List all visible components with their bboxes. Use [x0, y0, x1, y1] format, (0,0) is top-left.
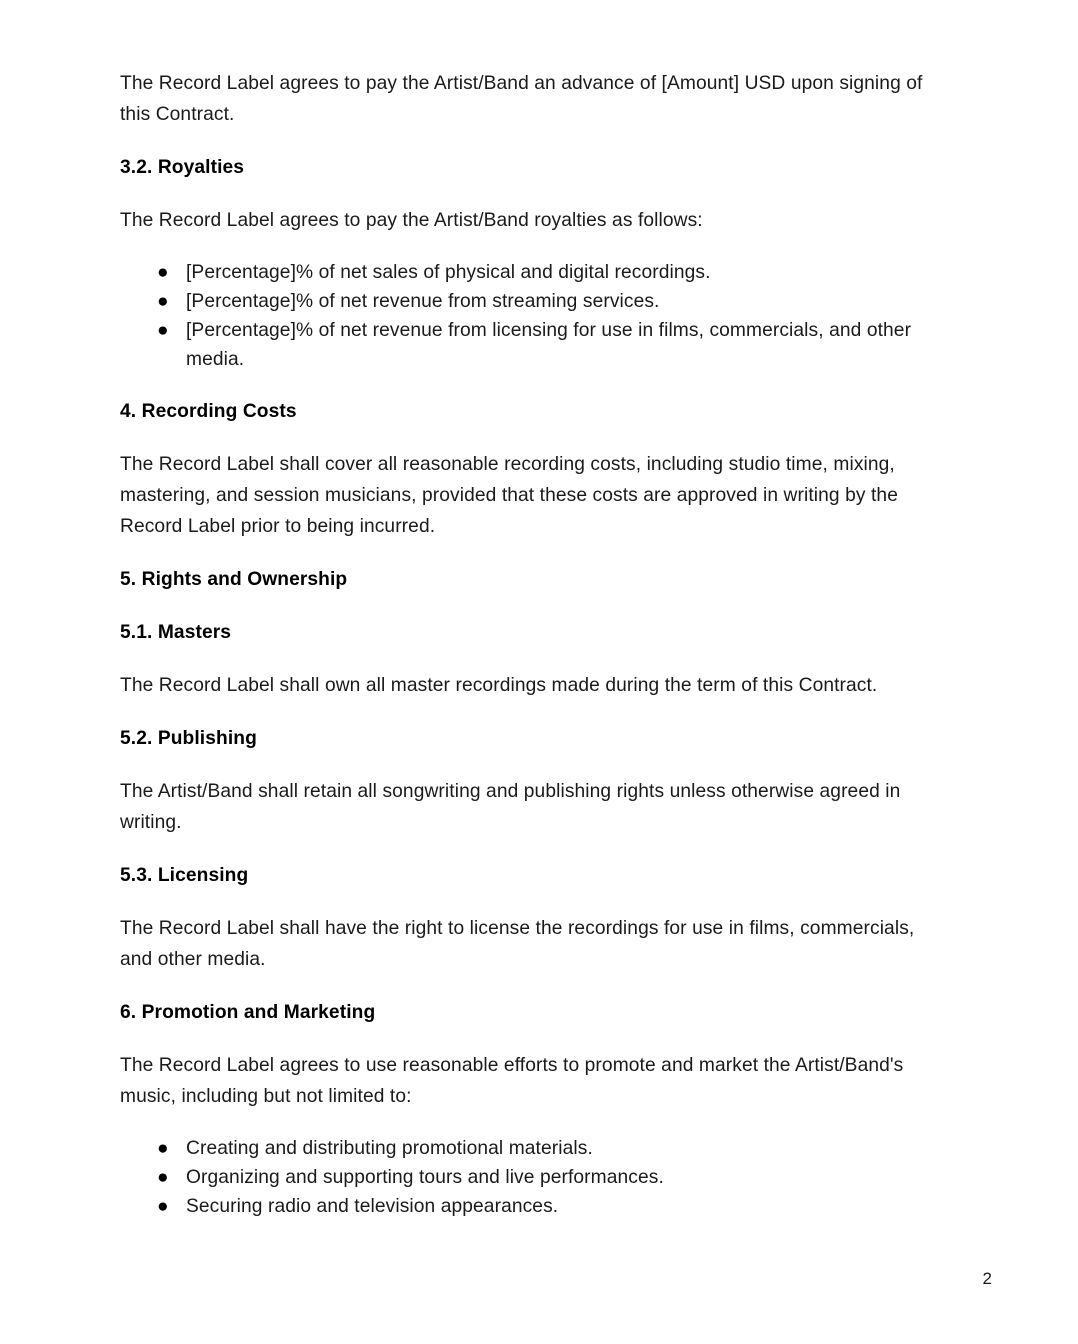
document-body — [120, 68, 932, 1243]
list-item — [120, 1163, 932, 1192]
paragraph-advance-payment: The Record Label agrees to pay the Artist/Band an advance of [Amount] USD upon signing of this Contract. — [120, 73, 923, 125]
bullet-icon: ● — [157, 1138, 169, 1159]
list-item-text: [Percentage]% of net revenue from streaming services. — [186, 291, 660, 312]
list-royalty-rates — [120, 258, 932, 374]
bullet-icon: ● — [157, 1196, 169, 1217]
paragraph-licensing: The Record Label shall have the right to license the recordings for use in films, commercials, and other media. — [120, 918, 915, 970]
list-item-text: [Percentage]% of net revenue from licensing for use in films, commercials, and other media. — [186, 320, 912, 370]
heading-5-1-masters: 5.1. Masters — [120, 622, 232, 643]
list-item — [120, 258, 932, 287]
heading-3-2-royalties: 3.2. Royalties — [120, 157, 245, 178]
list-item-text: Creating and distributing promotional materials. — [186, 1138, 593, 1159]
list-item-text: Securing radio and television appearances. — [186, 1196, 559, 1217]
list-item — [120, 316, 932, 374]
heading-5-2-publishing: 5.2. Publishing — [120, 728, 257, 749]
paragraph-masters: The Record Label shall own all master recordings made during the term of this Contract. — [120, 675, 878, 696]
paragraph-recording-costs: The Record Label shall cover all reasonable recording costs, including studio time, mixing, mastering, and session musicians, provided that these costs are approved in writing by the Record Label prior to being incurred. — [120, 454, 898, 537]
heading-6-promotion-and-marketing: 6. Promotion and Marketing — [120, 1002, 376, 1023]
bullet-icon: ● — [157, 262, 169, 283]
list-item — [120, 287, 932, 316]
list-item-text: Organizing and supporting tours and live performances. — [186, 1167, 664, 1188]
bullet-icon: ● — [157, 320, 169, 341]
heading-5-3-licensing: 5.3. Licensing — [120, 865, 249, 886]
page-number: 2 — [982, 1269, 992, 1288]
paragraph-promotion-intro: The Record Label agrees to use reasonable efforts to promote and market the Artist/Band's music, including but not limited to: — [120, 1055, 904, 1107]
bullet-icon: ● — [157, 1167, 169, 1188]
list-item — [120, 1134, 932, 1163]
list-promotion-activities — [120, 1134, 932, 1221]
bullet-icon: ● — [157, 291, 169, 312]
paragraph-publishing: The Artist/Band shall retain all songwriting and publishing rights unless otherwise agreed in writing. — [120, 781, 901, 833]
list-item — [120, 1192, 932, 1221]
heading-4-recording-costs: 4. Recording Costs — [120, 401, 297, 422]
list-item-text: [Percentage]% of net sales of physical and digital recordings. — [186, 262, 711, 283]
paragraph-royalties-intro: The Record Label agrees to pay the Artist/Band royalties as follows: — [120, 210, 703, 231]
heading-5-rights-and-ownership: 5. Rights and Ownership — [120, 569, 348, 590]
